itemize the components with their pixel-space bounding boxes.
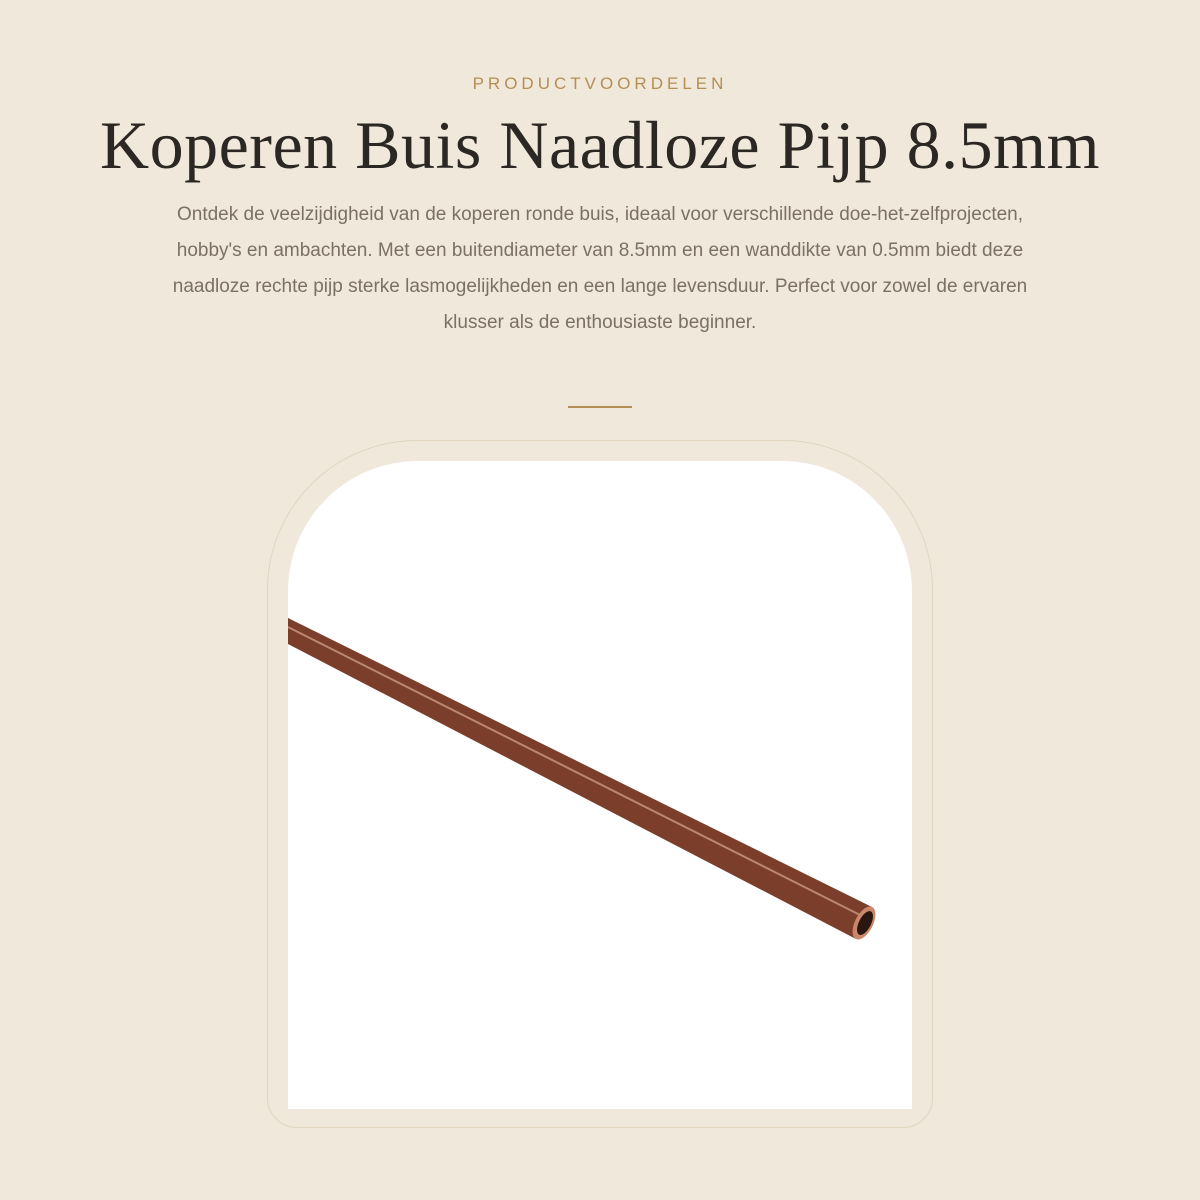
copper-tube-illustration xyxy=(288,461,912,1109)
product-description: Ontdek de veelzijdigheid van de koperen ronde buis, ideaal voor verschillende doe-het-zelfprojecten, hobby's en ambachten. Met een buitendiameter van 8.5mm en een wanddikte van 0.5mm biedt deze naadloze rechte pijp sterke lasmogelijkheden en een lange levensduur. Perfect voor zowel de ervaren klusser als de enthousiaste beginner. xyxy=(172,204,1028,333)
accent-divider xyxy=(568,406,632,408)
page-title: Koperen Buis Naadloze Pijp 8.5mm xyxy=(100,107,1100,183)
product-image xyxy=(288,461,912,1109)
section-eyebrow: PRODUCTVOORDELEN xyxy=(472,74,728,93)
tube-highlight xyxy=(288,627,862,916)
tube-body xyxy=(288,618,872,939)
